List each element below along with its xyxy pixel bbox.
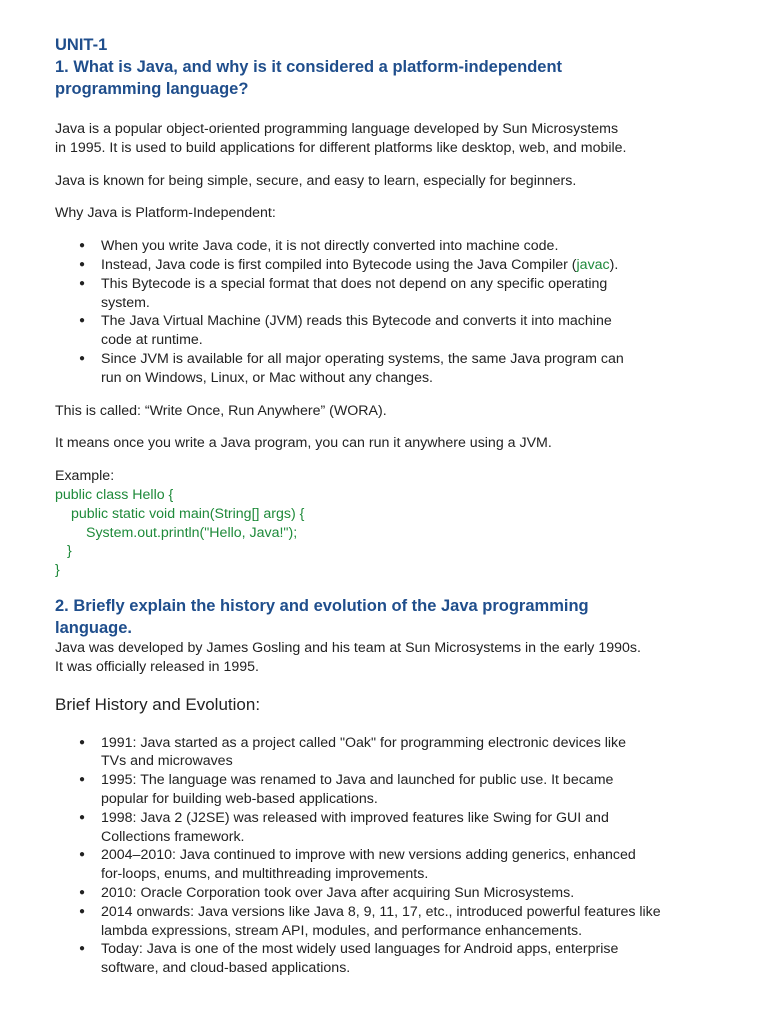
list-item-text: ). — [609, 256, 619, 273]
paragraph-line: in 1995. It is used to build applications for different platforms like desktop, web, and mobile. — [55, 139, 627, 156]
list-item-text: 1991: Java started as a project called "Oak" for programming electronic devices like — [101, 734, 627, 751]
question-2-title-line: 2. Briefly explain the history and evolution of the Java programming — [55, 596, 589, 615]
list-item — [55, 771, 725, 809]
list-item-text: lambda expressions, stream API, modules, and performance enhancements. — [101, 922, 583, 939]
java-history-intro-paragraph — [55, 639, 725, 677]
paragraph-line: Java was developed by James Gosling and his team at Sun Microsystems in the early 1990s. — [55, 639, 641, 656]
code-line: public static void main(String[] args) { — [71, 505, 305, 522]
list-item-text: 2014 onwards: Java versions like Java 8, 9, 11, 17, etc., introduced powerful features like — [101, 903, 661, 920]
paragraph-line: It was officially released in 1995. — [55, 658, 259, 675]
java-intro-paragraph — [55, 120, 725, 158]
list-item-text: popular for building web-based applications. — [101, 790, 378, 807]
history-list — [55, 734, 725, 978]
javac-code-text: javac — [576, 256, 610, 273]
list-item-text: Instead, Java code is first compiled into Bytecode using the Java Compiler ( — [101, 256, 577, 273]
example-label: Example: — [55, 468, 115, 485]
question-1-title-line: 1. What is Java, and why is it considered a platform-independent — [55, 58, 563, 76]
list-item — [55, 846, 725, 884]
question-1-heading — [55, 56, 725, 100]
list-item-text: system. — [101, 294, 150, 311]
list-item — [55, 940, 725, 978]
list-item-text: Since JVM is available for all major operating systems, the same Java program can — [101, 350, 624, 367]
list-item-text: code at runtime. — [101, 332, 203, 349]
paragraph-line: Java is a popular object-oriented programming language developed by Sun Microsystems — [55, 121, 619, 137]
list-item — [55, 809, 725, 847]
code-line: } — [67, 543, 72, 560]
list-item-text: TVs and microwaves — [101, 753, 233, 770]
list-item — [55, 903, 725, 941]
list-item — [55, 237, 725, 256]
list-item-text: 1998: Java 2 (J2SE) was released with improved features like Swing for GUI and — [101, 809, 609, 826]
list-item — [55, 312, 725, 350]
code-example — [55, 486, 725, 580]
document-page — [55, 34, 725, 978]
list-item-text: 1995: The language was renamed to Java and launched for public use. It became — [101, 772, 614, 789]
list-item-text: The Java Virtual Machine (JVM) reads this Bytecode and converts it into machine — [101, 313, 612, 330]
list-item-text: Collections framework. — [101, 828, 245, 845]
list-item-text: 2004–2010: Java continued to improve with new versions adding generics, enhanced — [101, 847, 636, 864]
code-line: } — [55, 562, 60, 579]
code-line: System.out.println("Hello, Java!"); — [86, 524, 298, 541]
question-2-heading — [55, 595, 725, 639]
question-1-title-line: programming language? — [55, 80, 249, 98]
list-item-text: software, and cloud-based applications. — [101, 960, 351, 977]
list-item — [55, 350, 725, 388]
list-item-text: run on Windows, Linux, or Mac without any changes. — [101, 369, 433, 386]
list-item-text: 2010: Oracle Corporation took over Java after acquiring Sun Microsystems. — [101, 884, 575, 901]
list-item — [55, 275, 725, 313]
java-known-paragraph: Java is known for being simple, secure, and easy to learn, especially for beginners. — [55, 172, 577, 189]
why-platform-independent-label: Why Java is Platform-Independent: — [55, 205, 276, 222]
unit-title: UNIT-1 — [55, 36, 108, 54]
jvm-paragraph: It means once you write a Java program, you can run it anywhere using a JVM. — [55, 435, 552, 452]
platform-independence-list — [55, 237, 725, 387]
question-2-title-line: language. — [55, 618, 133, 637]
history-subheading: Brief History and Evolution: — [55, 694, 261, 714]
list-item-text: Today: Java is one of the most widely used languages for Android apps, enterprise — [101, 941, 619, 958]
list-item — [55, 256, 725, 275]
list-item — [55, 734, 725, 772]
list-item-text: When you write Java code, it is not directly converted into machine code. — [101, 238, 559, 255]
list-item-text: This Bytecode is a special format that does not depend on any specific operating — [101, 275, 608, 292]
code-line: public class Hello { — [55, 486, 174, 503]
list-item — [55, 884, 725, 903]
wora-paragraph: This is called: “Write Once, Run Anywhere” (WORA). — [55, 402, 387, 419]
list-item-text: for-loops, enums, and multithreading improvements. — [101, 866, 429, 883]
